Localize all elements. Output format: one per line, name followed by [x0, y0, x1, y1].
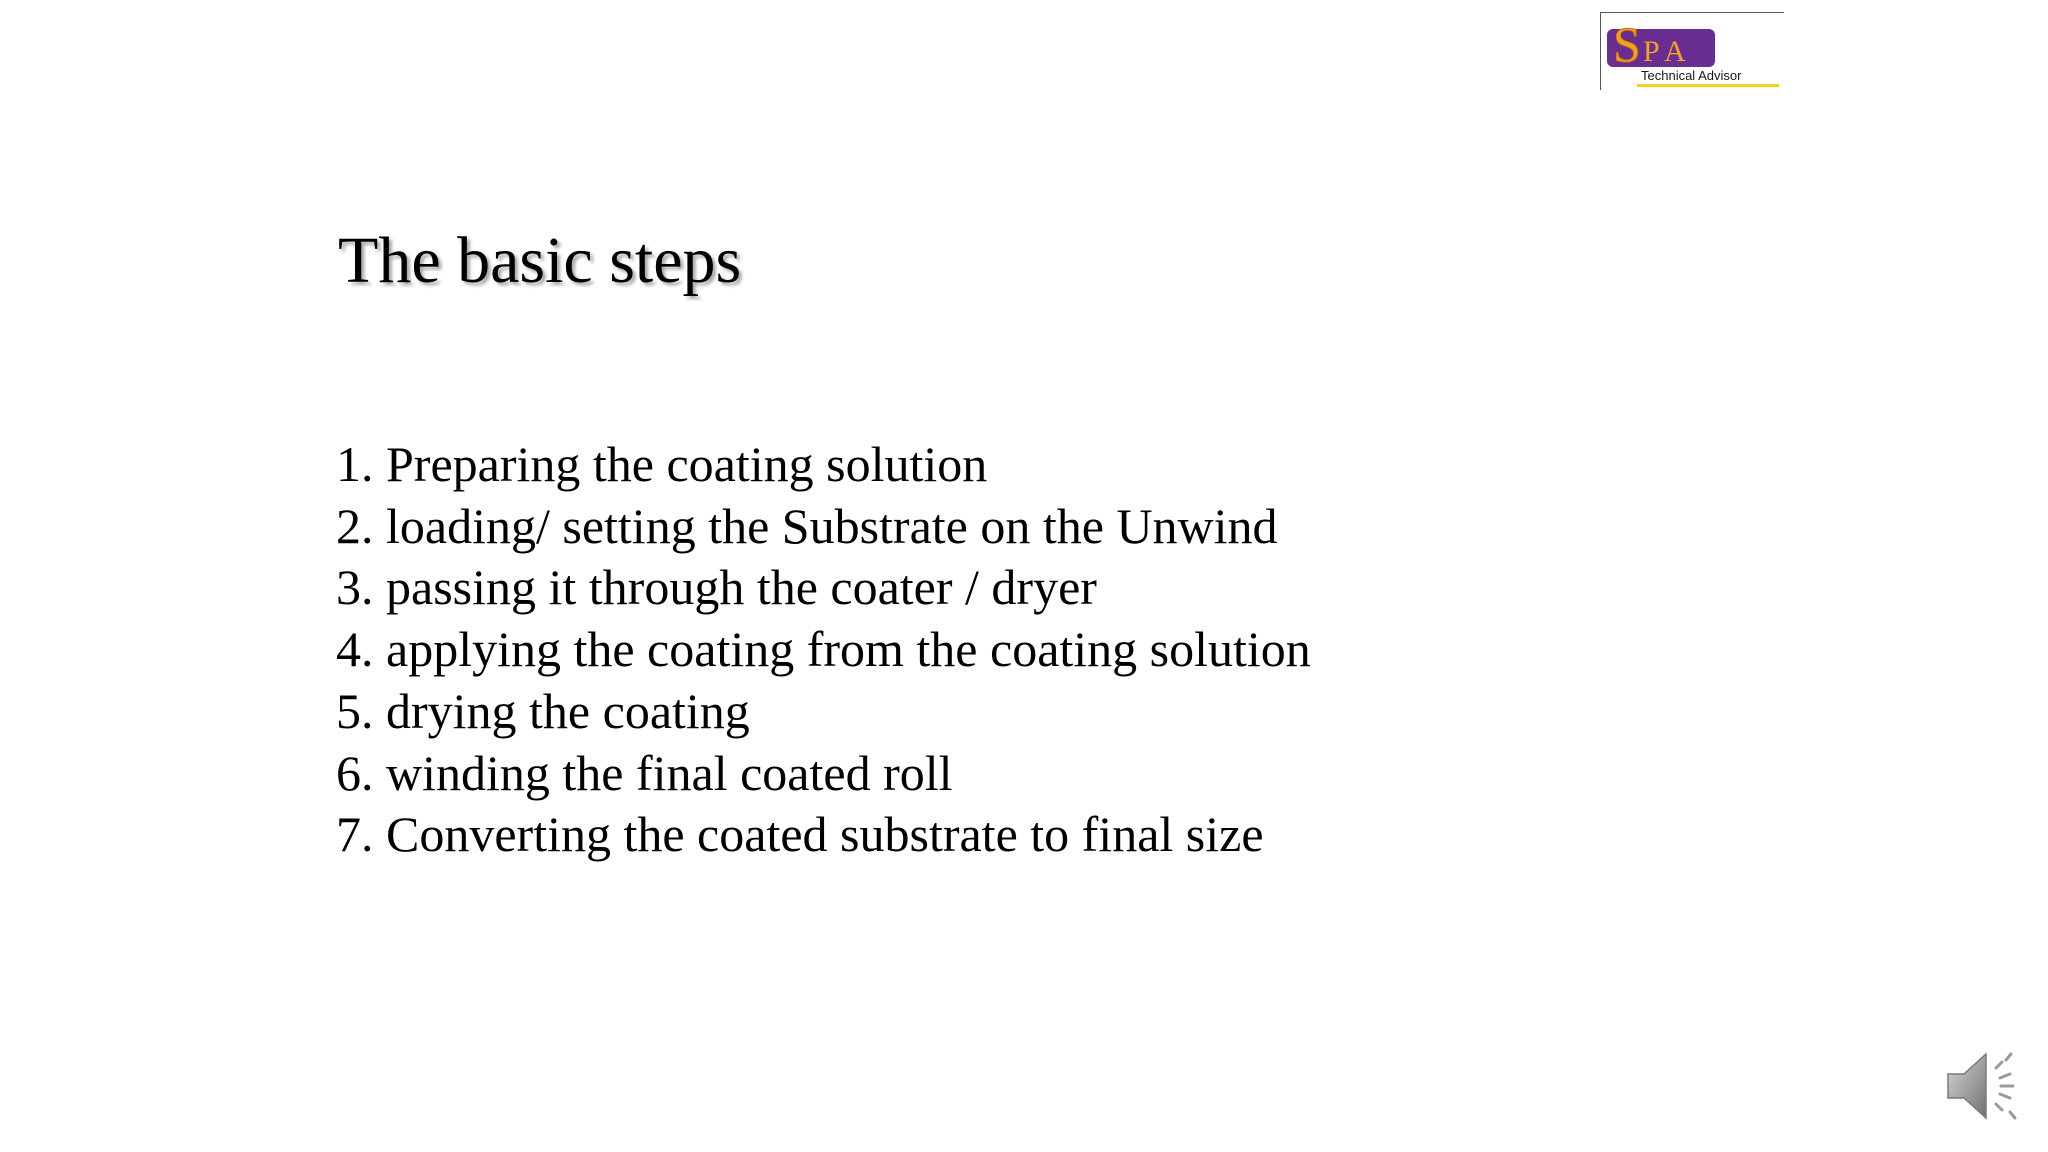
svg-text:S: S	[1613, 16, 1641, 72]
speaker-icon[interactable]	[1944, 1046, 2028, 1126]
step-item: 6. winding the final coated roll	[336, 744, 953, 801]
step-item: 3. passing it through the coater / dryer	[336, 559, 1097, 616]
spa-logo-graphic	[1601, 13, 1785, 91]
step-item: 2. loading/ setting the Substrate on the Unwind	[336, 497, 1278, 554]
step-item: 5. drying the coating	[336, 682, 750, 739]
step-item: 7. Converting the coated substrate to final size	[336, 806, 1264, 863]
slide-title: The basic steps	[338, 224, 742, 297]
svg-text:A: A	[1664, 35, 1686, 68]
svg-text:Technical Advisor: Technical Advisor	[1641, 68, 1742, 83]
spa-logo	[1600, 12, 1784, 90]
step-item: 1. Preparing the coating solution	[336, 436, 988, 492]
steps-list	[336, 434, 1311, 866]
step-item: 4. applying the coating from the coating solution	[336, 621, 1311, 678]
svg-text:P: P	[1643, 35, 1660, 68]
